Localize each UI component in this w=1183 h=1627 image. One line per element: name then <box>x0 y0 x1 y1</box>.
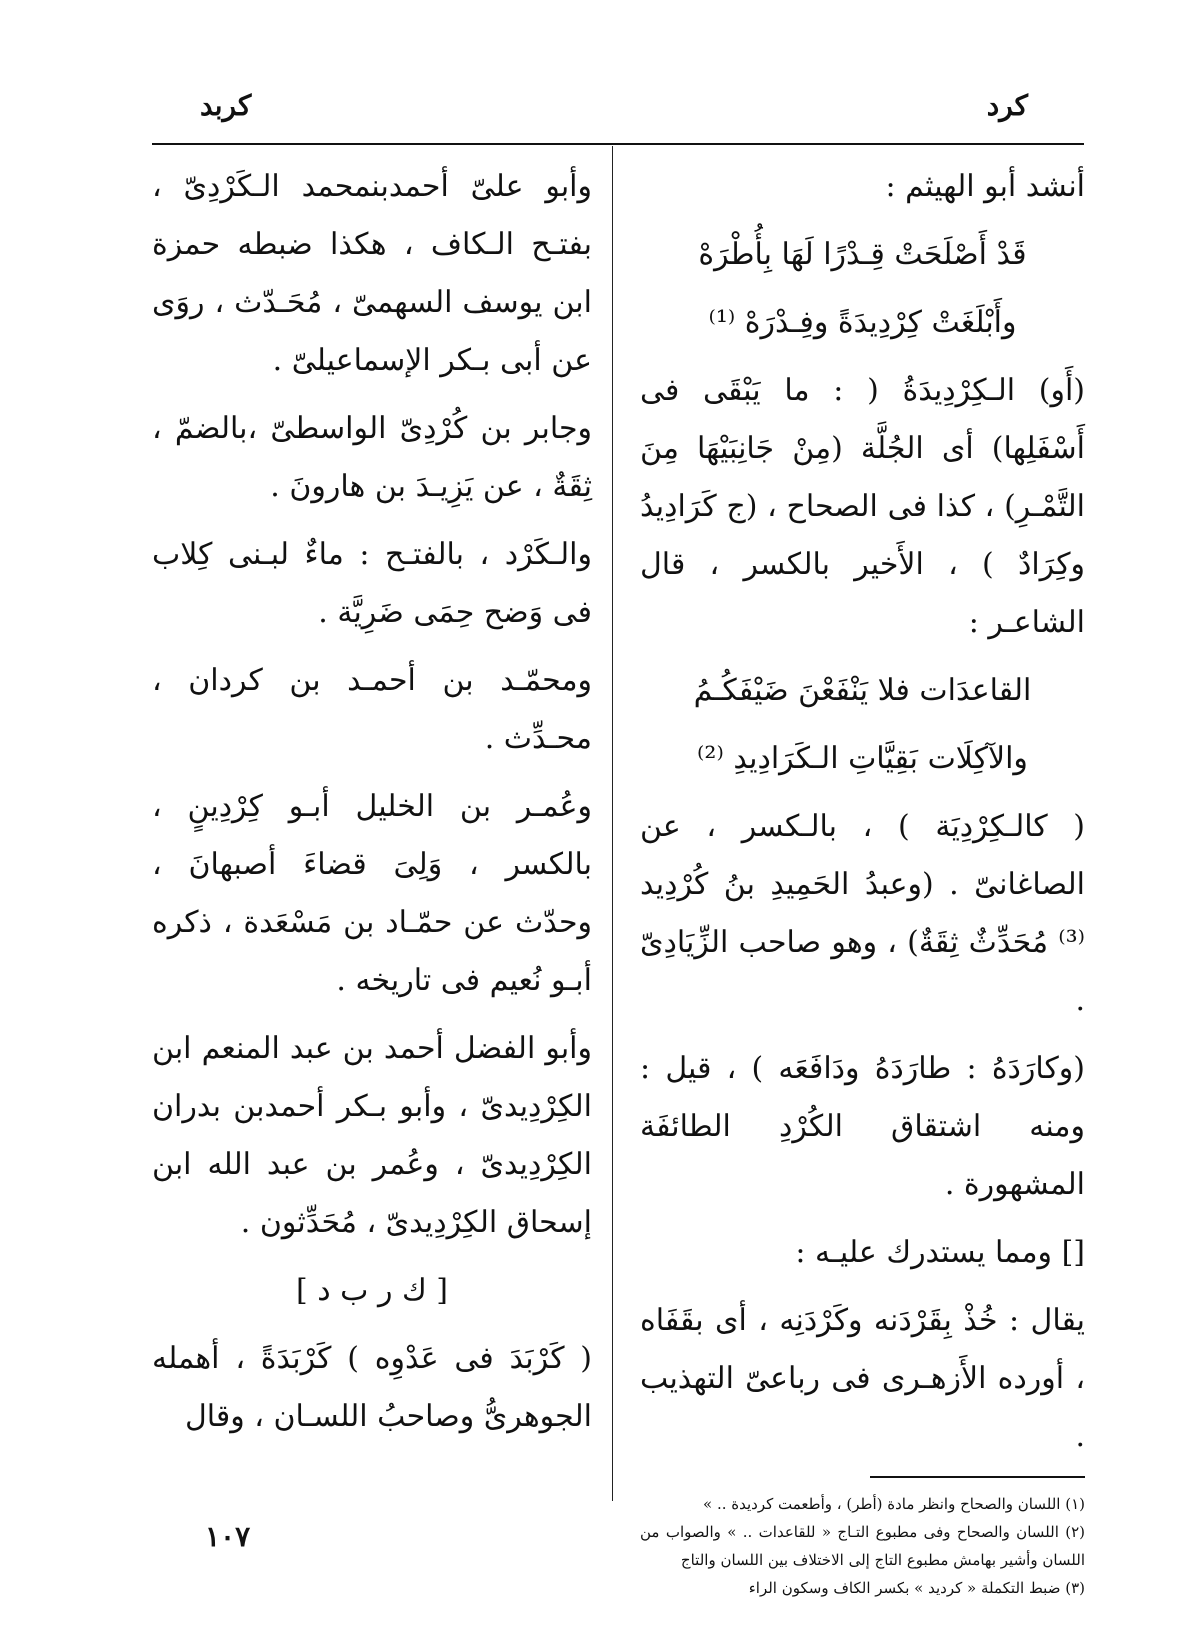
footnote: (١) اللسان والصحاح وانظر مادة (أطر) ، وأطعمت كرديدة .. » <box>703 1495 1085 1513</box>
left-column <box>152 158 592 1456</box>
right-column <box>640 158 1085 1602</box>
verse-line: قَدْ أَصْلَحَتْ قِـدْرًا لَهَا بِأُطْرَهْ <box>698 237 1027 272</box>
entry-paragraph: ( كَرْبَدَ فى عَدْوِه ) كَرْبَدَةً ، أهمله الجوهرىُّ وصاحبُ اللسـان ، وقال <box>152 1341 592 1434</box>
verse-line: وأَبْلَغَتْ كِرْدِيدَةً وفِـدْرَهْ ⁽¹⁾ <box>708 305 1017 340</box>
entry-paragraph: وأبو الفضل أحمد بن عبد المنعم ابن الكِرْدِيدىّ ، وأبو بـكر أحمدبن بدران الكِرْدِيدىّ ، وعُمر بن عبد الله ابن إسحاق الكِرْدِيدىّ ، مُحَدِّثون . <box>152 1031 592 1240</box>
section-title: [ ك ر ب د ] <box>296 1273 448 1308</box>
column-divider <box>612 146 613 1501</box>
entry-paragraph: وأبو علىّ أحمدبنمحمد الـكَرْدِىّ ، بفتـح الـكاف ، هكذا ضبطه حمزة ابن يوسف السهمىّ ، مُحَـدّث ، روَى عن أبى بـكر الإسماعيلىّ . <box>152 169 592 378</box>
intro-line: أنشد أبو الهيثم : <box>885 169 1085 204</box>
footnote: (٢) اللسان والصحاح وفى مطبوع التـاج « للقاعدات .. » والصواب من اللسان وأشير بهامش مطبوع التاج إلى الاختلاف بين اللسان والتاج <box>640 1523 1085 1569</box>
entry-paragraph: (أَو) الـكِرْدِيدَةُ ( : ما يَبْقَى فى أَسْفَلِها) أى الجُلَّة (مِنْ جَانِبَيْهَا مِنَ التَّمْـرِ) ، كذا فى الصحاح ، (ج كَرَادِيدُ وكِرَادٌ ) ، الأَخير بالكسر ، قال الشاعـر : <box>640 373 1085 640</box>
footnotes <box>640 1490 1085 1602</box>
running-head-left: كربد <box>200 89 252 122</box>
entry-paragraph: (وكارَدَهُ : طارَدَهُ ودَافَعَه ) ، قيل : ومنه اشتقاق الكُرْدِ الطائفَة المشهورة . <box>640 1051 1085 1202</box>
entry-paragraph: وعُمـر بن الخليل أبـو كِرْدِينٍ ، بالكسر ، وَلِىَ قضاءَ أصبهانَ ، وحدّث عن حمّـاد بن مَسْعَدة ، ذكره أبـو نُعيم فى تاريخه . <box>152 789 592 998</box>
supplement-heading: [] ومما يستدرك عليـه : <box>795 1235 1085 1270</box>
running-head-right: كرد <box>986 89 1028 122</box>
entry-paragraph: وجابر بن كُرْدِىّ الواسطىّ ،بالضمّ ، ثِقَةٌ ، عن يَزِيـدَ بن هارونَ . <box>152 411 592 504</box>
entry-paragraph: ( كالـكِرْدِيَة ) ، بالـكسر ، عن الصاغانىّ . (وعبدُ الحَمِيدِ بنُ كُرْدِيد ⁽³⁾ مُحَدِّثٌ ثِقَةٌ) ، وهو صاحب الزِّيَادِىّ . <box>640 809 1085 1018</box>
footnote-rule <box>870 1476 1085 1478</box>
verse-line: القاعدَات فلا يَنْفَعْنَ ضَيْفَكُـمُ <box>693 673 1032 708</box>
entry-paragraph: يقال : خُذْ بِقَرْدَنه وكَرْدَنِه ، أى بقَفَاه ، أورده الأَزهـرى فى رباعىّ التهذيب . <box>640 1303 1085 1454</box>
header-rule <box>152 143 1084 145</box>
footnote: (٣) ضبط التكملة « كرديد » بكسر الكاف وسكون الراء <box>748 1579 1085 1597</box>
page-number: ١٠٧ <box>205 1520 251 1553</box>
verse-line: والآكِلَات بَقِيَّاتِ الـكَرَادِيدِ ⁽²⁾ <box>697 741 1028 776</box>
entry-paragraph: والـكَرْد ، بالفتـح : ماءٌ لبـنى كِلاب فى وَضح حِمَى ضَرِيَّة . <box>152 537 592 630</box>
entry-paragraph: ومحمّـد بن أحمـد بن كردان ، محـدِّث . <box>152 663 592 756</box>
